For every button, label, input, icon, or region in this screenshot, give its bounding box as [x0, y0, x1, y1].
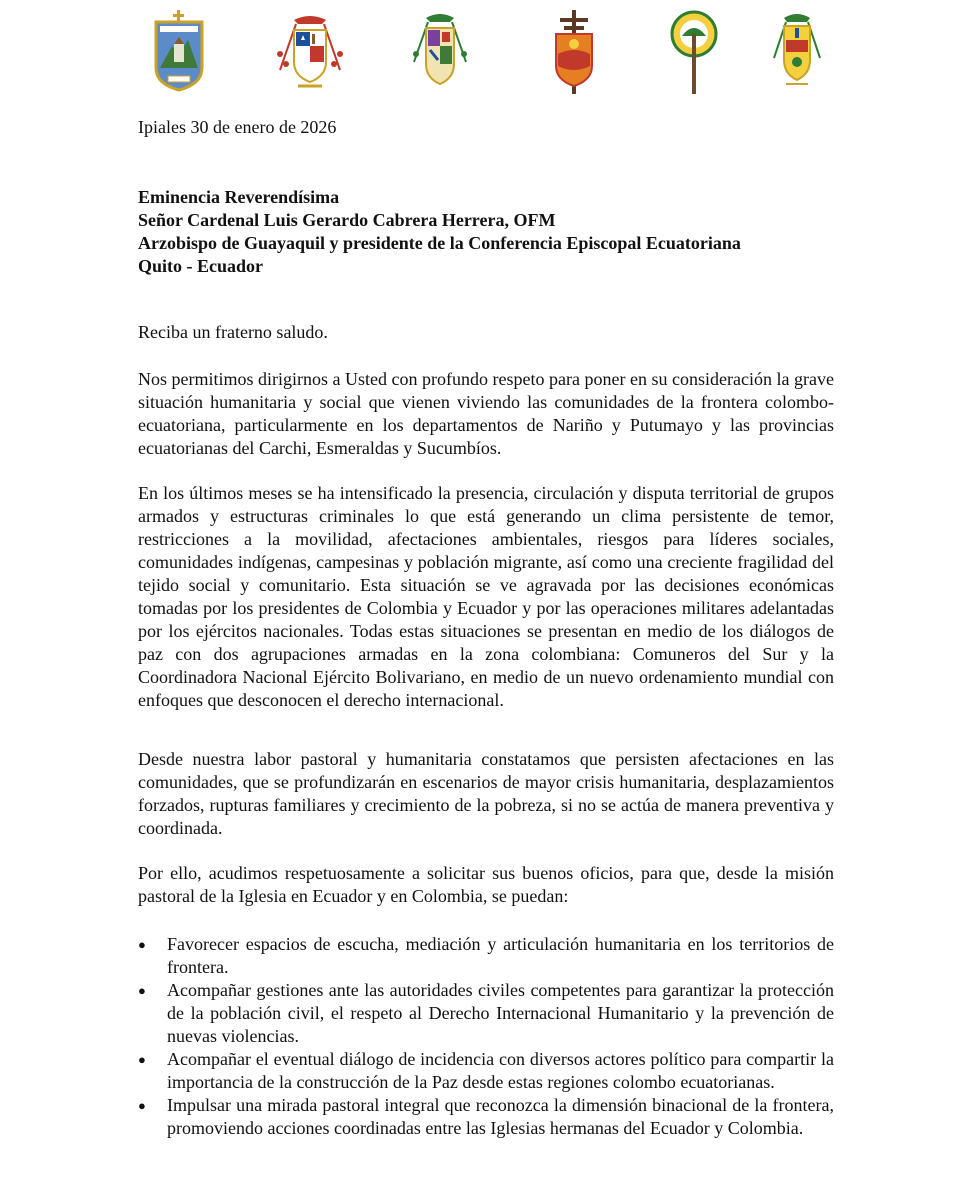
bullet-icon: ● [138, 937, 146, 952]
list-item-text: Acompañar el eventual diálogo de incidencia con diversos actores político para compartir la importancia de la construcción de la Paz desde estas regiones colombo ecuatorianas. [167, 1049, 834, 1092]
cardinal-crest-icon [272, 10, 348, 94]
list-item-text: Favorecer espacios de escucha, mediación y articulación humanitaria en los territorios de frontera. [167, 934, 834, 977]
circular-emblem-icon [670, 10, 718, 94]
list-item-text: Impulsar una mirada pastoral integral que reconozca la dimensión binacional de la frontera, promoviendo acciones coordinadas entre las Iglesias hermanas del Ecuador y Colombia. [167, 1095, 834, 1138]
bullet-icon: ● [138, 983, 146, 998]
recipient-name: Señor Cardenal Luis Gerardo Cabrera Herrera, OFM [138, 210, 556, 230]
diocese-ipiales-crest-icon [148, 10, 210, 94]
recipient-location: Quito - Ecuador [138, 256, 264, 276]
list-item [138, 1094, 834, 1140]
list-item [138, 979, 834, 1048]
paragraph: En los últimos meses se ha intensificado la presencia, circulación y disputa territorial de grupos armados y estructuras criminales lo que está generando un clima persistente de temor, restricciones a la movilidad, afectaciones ambientales, riesgos para líderes sociales, comunidades indígenas, campesinas y población migrante, así como una creciente fragilidad del tejido social y comunitario. Esta situación se ve agravada por las decisiones económicas tomadas por los presidentes de Colombia y Ecuador y por las operaciones militares adelantadas por los ejércitos nacionales. Todas estas situaciones se presentan en medio de los diálogos de paz con dos agrupaciones armadas en la zona colombiana: Comuneros del Sur y la Coordinadora Nacional Ejército Bolivariano, en medio de un nuevo ordenamiento mundial con enfoques que desconocen el derecho internacional. [138, 483, 834, 710]
paragraph: Desde nuestra labor pastoral y humanitaria constatamos que persisten afectaciones en las comunidades, que se profundizarán en escenarios de mayor crisis humanitaria, desplazamientos forzados, rupturas familiares y crecimiento de la pobreza, si no se actúa de manera preventiva y coordinada. [138, 749, 834, 838]
crest-header [0, 10, 960, 96]
bullet-icon: ● [138, 1052, 146, 1067]
vicariate-cross-crest-icon [548, 10, 600, 94]
recipient-block [138, 186, 741, 278]
bishop-crest-icon [408, 10, 472, 94]
request-list [138, 933, 834, 1140]
bullet-icon: ● [138, 1098, 146, 1113]
episcopal-shield-crest-icon [770, 10, 824, 94]
letter-date: Ipiales 30 de enero de 2026 [138, 117, 337, 137]
recipient-title: Eminencia Reverendísima [138, 187, 340, 207]
paragraph: Por ello, acudimos respetuosamente a solicitar sus buenos oficios, para que, desde la misión pastoral de la Iglesia en Ecuador y en Colombia, se puedan: [138, 863, 834, 906]
paragraph: Nos permitimos dirigirnos a Usted con profundo respeto para poner en su consideración la grave situación humanitaria y social que vienen viviendo las comunidades de la frontera colombo-ecuatoriana, particularmente en los departamentos de Nariño y Putumayo y las provincias ecuatorianas del Carchi, Esmeraldas y Sucumbíos. [138, 369, 834, 458]
list-item [138, 1048, 834, 1094]
recipient-position: Arzobispo de Guayaquil y presidente de la Conferencia Episcopal Ecuatoriana [138, 233, 741, 253]
list-item [138, 933, 834, 979]
greeting: Reciba un fraterno saludo. [138, 322, 328, 342]
list-item-text: Acompañar gestiones ante las autoridades civiles competentes para garantizar la protección de la población civil, el respeto al Derecho Internacional Humanitario y la prevención de nuevas violencias. [167, 980, 834, 1046]
